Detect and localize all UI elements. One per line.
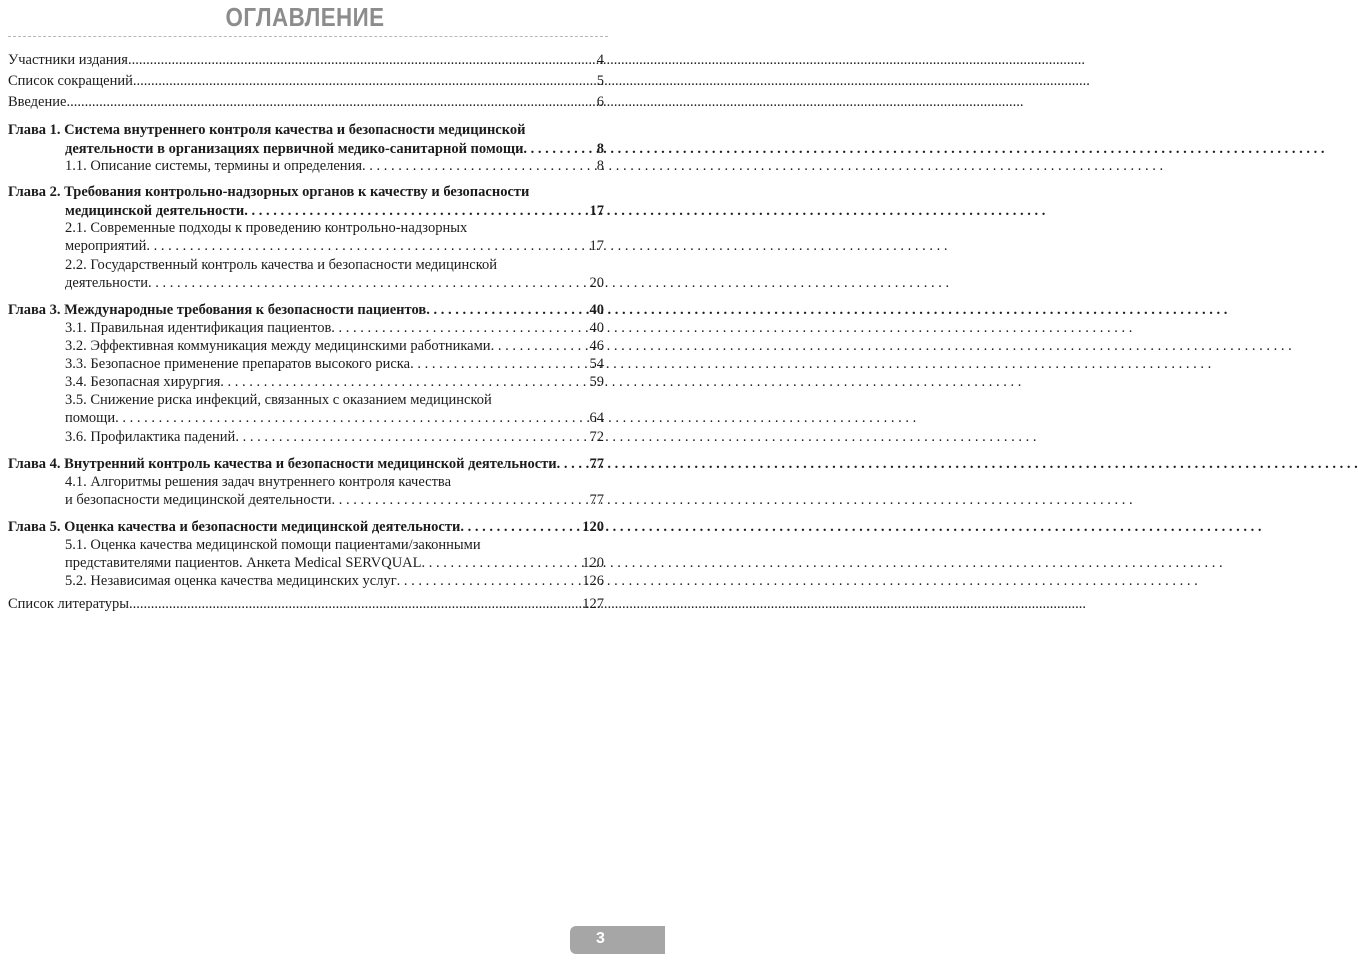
toc-page: 77 — [589, 456, 604, 472]
toc-entry-section-3-6[interactable] — [65, 428, 604, 447]
leader-dots — [146, 237, 587, 256]
toc-page: 8 — [596, 158, 604, 174]
toc-page: 120 — [582, 555, 604, 571]
toc-entry-chapter-3[interactable] — [8, 301, 604, 320]
toc-entry-abbreviations[interactable] — [8, 72, 604, 91]
toc-label: и безопасности медицинской деятельности — [65, 492, 332, 508]
leader-dots — [220, 373, 587, 392]
page-number: 3 — [596, 930, 605, 947]
toc-label: Введение — [8, 94, 67, 110]
toc-label: мероприятий — [65, 238, 147, 254]
section-5-1-title-line[interactable]: 5.1. Оценка качества медицинской помощи пациентами/законными — [65, 537, 481, 553]
leader-dots — [426, 301, 587, 320]
leader-dots — [331, 491, 587, 510]
toc-page: 17 — [589, 203, 604, 219]
toc-entry-section-1-1[interactable] — [65, 157, 604, 176]
toc-label: помощи — [65, 410, 116, 426]
section-2-2-title-line[interactable]: 2.2. Государственный контроль качества и безопасности медицинской — [65, 257, 498, 273]
toc-entry-section-2-2[interactable] — [65, 274, 604, 293]
toc-label: медицинской деятельности — [65, 203, 245, 219]
toc-entry-section-5-2[interactable] — [65, 572, 604, 591]
toc-label: 3.2. Эффективная коммуникация между медицинскими работниками — [65, 338, 491, 354]
leader-dots — [133, 72, 595, 91]
leader-dots — [66, 93, 594, 112]
toc-page: 46 — [589, 338, 604, 354]
toc-label: 3.1. Правильная идентификация пациентов — [65, 320, 332, 336]
toc-page: 17 — [589, 238, 604, 254]
toc-entry-section-3-2[interactable] — [65, 337, 604, 356]
leader-dots — [362, 157, 595, 176]
toc-entry-section-3-4[interactable] — [65, 373, 604, 392]
toc-label: Глава 5. Оценка качества и безопасности медицинской деятельности — [8, 519, 461, 535]
leader-dots — [410, 355, 587, 374]
toc-entry-chapter-4[interactable] — [8, 455, 604, 474]
page-title: ОГЛАВЛЕНИЕ — [225, 2, 385, 32]
toc-entry-section-4-1[interactable] — [65, 491, 604, 510]
toc-page: 40 — [589, 302, 604, 318]
page-number-tab — [570, 926, 665, 954]
leader-dots — [397, 572, 581, 591]
leader-dots — [491, 337, 588, 356]
toc-page: 77 — [589, 492, 604, 508]
toc-entry-chapter-5[interactable] — [8, 518, 604, 537]
section-2-1-title-line[interactable]: 2.1. Современные подходы к проведению контрольно-надзорных — [65, 220, 468, 236]
toc-entry-participants[interactable] — [8, 51, 604, 70]
toc-page: 120 — [582, 519, 604, 535]
toc-entry-section-3-5[interactable] — [65, 409, 604, 428]
toc-page: 126 — [582, 573, 604, 589]
toc-label: Список литературы — [8, 596, 130, 612]
toc-page: 4 — [596, 52, 604, 68]
toc-label: 3.4. Безопасная хирургия — [65, 374, 221, 390]
leader-dots — [557, 455, 588, 474]
toc-page: 40 — [589, 320, 604, 336]
toc-page: 54 — [589, 356, 604, 372]
toc-entry-references[interactable] — [8, 595, 604, 614]
toc-label: Список сокращений — [8, 73, 133, 89]
toc-page: 72 — [589, 429, 604, 445]
leader-dots — [331, 319, 587, 338]
leader-dots — [235, 428, 587, 447]
leader-dots — [422, 554, 581, 573]
toc-label: представителями пациентов. Анкета Medical SERVQUAL — [65, 555, 422, 571]
toc-label: 3.3. Безопасное применение препаратов высокого риска — [65, 356, 411, 372]
chapter-1-title-line[interactable]: Глава 1. Система внутреннего контроля качества и безопасности медицинской — [8, 122, 526, 138]
toc-label: 3.6. Профилактика падений — [65, 429, 236, 445]
leader-dots — [129, 595, 580, 614]
section-4-1-title-line[interactable]: 4.1. Алгоритмы решения задач внутреннего контроля качества — [65, 474, 451, 490]
toc-label: деятельности — [65, 275, 149, 291]
toc-entry-section-2-1[interactable] — [65, 237, 604, 256]
toc-page: 64 — [589, 410, 604, 426]
toc-page: 8 — [596, 141, 604, 157]
toc-label: Глава 3. Международные требования к безопасности пациентов — [8, 302, 427, 318]
toc-page: 20 — [589, 275, 604, 291]
toc-page: 5 — [596, 73, 604, 89]
toc-label: Участники издания — [8, 52, 128, 68]
toc-label: Глава 4. Внутренний контроль качества и безопасности медицинской деятельности — [8, 456, 557, 472]
leader-dots — [128, 51, 595, 70]
toc-label: деятельности в организациях первичной медико-санитарной помощи — [65, 141, 524, 157]
chapter-2-title-line[interactable]: Глава 2. Требования контрольно-надзорных органов к качеству и безопасности — [8, 184, 530, 200]
title-divider — [8, 36, 608, 37]
leader-dots — [460, 518, 580, 537]
leader-dots — [115, 409, 587, 428]
toc-entry-section-5-1[interactable] — [65, 554, 604, 573]
toc-page: 127 — [582, 596, 604, 612]
section-3-5-title-line[interactable]: 3.5. Снижение риска инфекций, связанных с оказанием медицинской — [65, 392, 492, 408]
toc-entry-section-3-3[interactable] — [65, 355, 604, 374]
toc-label: 1.1. Описание системы, термины и определения — [65, 158, 362, 174]
toc-page: 59 — [589, 374, 604, 390]
leader-dots — [148, 274, 587, 293]
toc-label: 5.2. Независимая оценка качества медицинских услуг — [65, 573, 397, 589]
toc-entry-introduction[interactable] — [8, 93, 604, 112]
toc-page: 6 — [596, 94, 604, 110]
toc-entry-section-3-1[interactable] — [65, 319, 604, 338]
